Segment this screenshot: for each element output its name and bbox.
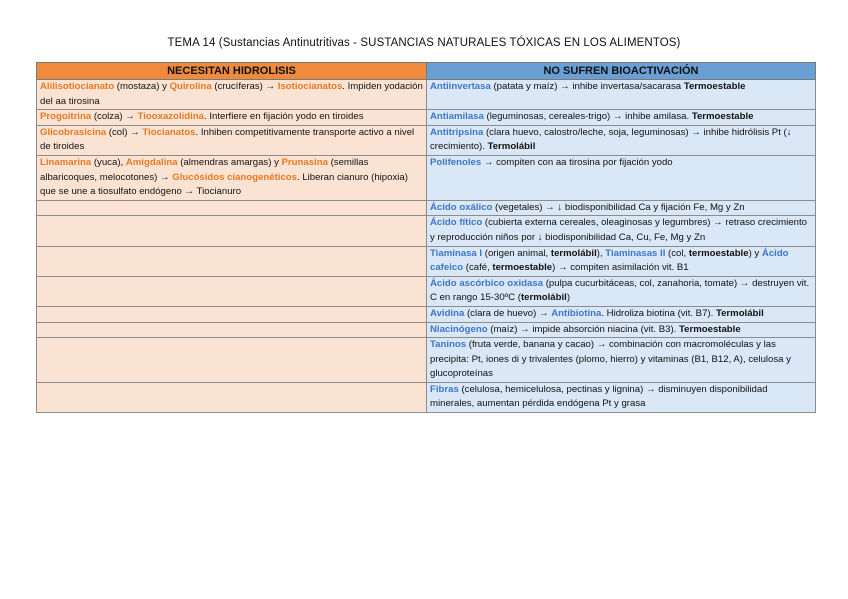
cell-no-bioactivacion [427, 276, 816, 306]
table-row [37, 200, 816, 216]
table-row [37, 338, 816, 383]
cell-text: (mostaza) y [114, 81, 170, 92]
substance-name: Taninos [430, 339, 467, 351]
substance-name: Glicobrasicina [40, 126, 107, 138]
stability-label: termoestable [492, 262, 553, 274]
table-header-row [37, 63, 816, 80]
cell-hidrolisis [37, 246, 427, 276]
header-bioactivacion: NO SUFREN BIOACTIVACIÓN [427, 63, 816, 80]
substance-name: Glucósidos cianogenéticos [172, 171, 297, 183]
substance-name: Ácido oxálico [430, 201, 493, 213]
table-row [37, 80, 816, 110]
cell-text: . Interfiere en fijación yodo en tiroides [204, 111, 364, 123]
cell-hidrolisis [37, 155, 427, 200]
cell-text: (cubierta externa cereales, oleaginosas y legumbres) → retraso crecimiento y reproducción niños por ↓ biodisponibilidad Ca, Cu, Fe, Mg y Zn [430, 217, 807, 243]
table-row [37, 382, 816, 412]
cell-no-bioactivacion [427, 306, 816, 322]
cell-text: (clara huevo, calostro/leche, soja, leguminosas) → inhibe hidrólisis Pt (↓ crecimiento). [430, 126, 792, 153]
cell-text: (maíz) → impide absorción niacina (vit. B3). [487, 323, 679, 335]
substance-name: Isotiocianatos [277, 81, 343, 92]
cell-text: . Impiden yodación del aa tirosina [40, 81, 423, 107]
substance-name: Antibiotina [551, 307, 602, 319]
stability-label: Termoestable [683, 81, 746, 92]
substance-name: Niacinógeno [430, 323, 488, 335]
substance-name: Tiaminasas II [605, 247, 666, 259]
table-body [37, 80, 816, 413]
cell-text: (clara de huevo) → [464, 307, 552, 319]
substance-name: Fibras [430, 383, 459, 395]
cell-hidrolisis [37, 110, 427, 126]
substance-name: Linamarina [40, 156, 92, 168]
cell-text: (café, [463, 262, 493, 274]
table-row [37, 306, 816, 322]
cell-hidrolisis [37, 306, 427, 322]
cell-no-bioactivacion [427, 216, 816, 246]
cell-hidrolisis [37, 125, 427, 155]
substance-name: Progoitrina [40, 111, 92, 123]
substance-name: Alilisotiocianato [40, 81, 115, 92]
substance-name: Tiocianatos [142, 126, 196, 138]
cell-text: (crucíferas) → [211, 81, 278, 92]
cell-no-bioactivacion [427, 246, 816, 276]
cell-no-bioactivacion [427, 125, 816, 155]
header-hidrolisis: NECESITAN HIDROLISIS [37, 63, 427, 80]
document-title: TEMA 14 (Sustancias Antinutritivas - SUSTANCIAS NATURALES TÓXICAS EN LOS ALIMENTOS) [167, 37, 681, 49]
cell-text: (origen animal, [482, 247, 551, 259]
substance-name: Prunasina [281, 156, 328, 168]
cell-no-bioactivacion [427, 322, 816, 338]
cell-no-bioactivacion [427, 200, 816, 216]
cell-hidrolisis [37, 80, 427, 110]
stability-label: Termolábil [715, 307, 764, 319]
cell-hidrolisis [37, 322, 427, 338]
cell-no-bioactivacion [427, 155, 816, 200]
cell-text: (vegetales) → ↓ biodisponibilidad Ca y fijación Fe, Mg y Zn [492, 201, 745, 213]
substance-name: Polifenoles [430, 156, 482, 168]
substance-name: Antiinvertasa [430, 81, 491, 92]
cell-text: (yuca), [91, 156, 126, 168]
cell-text: (colza) → [91, 111, 138, 123]
substance-name: Amigdalina [125, 156, 178, 168]
stability-label: Termolábil [487, 141, 536, 153]
cell-text: (col) → [106, 126, 143, 138]
stability-label: termoestable [688, 247, 749, 259]
cell-text: (semillas albaricoques, melocotones) → [40, 156, 369, 183]
cell-text: (fruta verde, banana y cacao) → combinación con macromoléculas y las precipita: Pt, iones di y trivalentes (plomo, hierro) y vitaminas (B1, B12, A), celulosa y glucoproteínas [430, 339, 791, 380]
cell-no-bioactivacion [427, 382, 816, 412]
cell-no-bioactivacion [427, 80, 816, 110]
cell-text: (col, [665, 247, 689, 259]
stability-label: Termoestable [679, 323, 741, 335]
table-row [37, 110, 816, 126]
table-row [37, 155, 816, 200]
substance-name: Antitripsina [430, 126, 484, 138]
cell-no-bioactivacion [427, 338, 816, 383]
cell-text: (celulosa, hemicelulosa, pectinas y lignina) → disminuyen disponibilidad minerales, aumentan pérdida endógena Pt y grasa [430, 383, 768, 410]
substance-name: Tiaminasa I [430, 247, 483, 259]
cell-text: ) [566, 292, 571, 304]
substance-name: Tiooxazolidina [137, 111, 205, 123]
cell-no-bioactivacion [427, 110, 816, 126]
substance-name: Avidina [430, 307, 465, 319]
cell-hidrolisis [37, 200, 427, 216]
cell-text: . Inhiben competitivamente transporte activo a nivel de tiroides [40, 126, 415, 153]
cell-text: ), [596, 247, 606, 259]
table-row [37, 276, 816, 306]
antinutrients-table [36, 62, 816, 413]
cell-text: . Hidroliza biotina (vit. B7). [601, 307, 716, 319]
cell-text: (leguminosas, cereales-trigo) → inhibe amilasa. [483, 111, 692, 123]
table-row [37, 216, 816, 246]
substance-name: Quirolina [169, 81, 212, 92]
substance-name: Antiamilasa [430, 111, 484, 123]
stability-label: termolábil [550, 247, 597, 259]
cell-text: ) y [748, 247, 762, 259]
table-row [37, 125, 816, 155]
substance-name: Ácido ascórbico oxidasa [430, 277, 544, 289]
stability-label: termolábil [520, 292, 567, 304]
substance-name: Ácido fítico [430, 217, 483, 229]
cell-hidrolisis [37, 382, 427, 412]
cell-hidrolisis [37, 276, 427, 306]
cell-hidrolisis [37, 338, 427, 383]
cell-text: → compiten con aa tirosina por fijación yodo [481, 156, 673, 168]
cell-text: . Liberan cianuro (hipoxia) que se une a tiosulfato endógeno → Tiocianuro [40, 171, 408, 198]
cell-text: ) → compiten asimilación vit. B1 [552, 262, 689, 274]
table-row [37, 322, 816, 338]
cell-text: (almendras amargas) y [177, 156, 282, 168]
cell-text: (pulpa cucurbitáceas, col, zanahoria, tomate) → destruyen vit. C en rango 15-30ºC ( [430, 277, 810, 304]
cell-hidrolisis [37, 216, 427, 246]
table-row [37, 246, 816, 276]
cell-text: (patata y maíz) → inhibe invertasa/sacarasa [490, 81, 684, 92]
stability-label: Termoestable [691, 111, 754, 123]
substance-name: Ácido cafeico [430, 247, 789, 274]
